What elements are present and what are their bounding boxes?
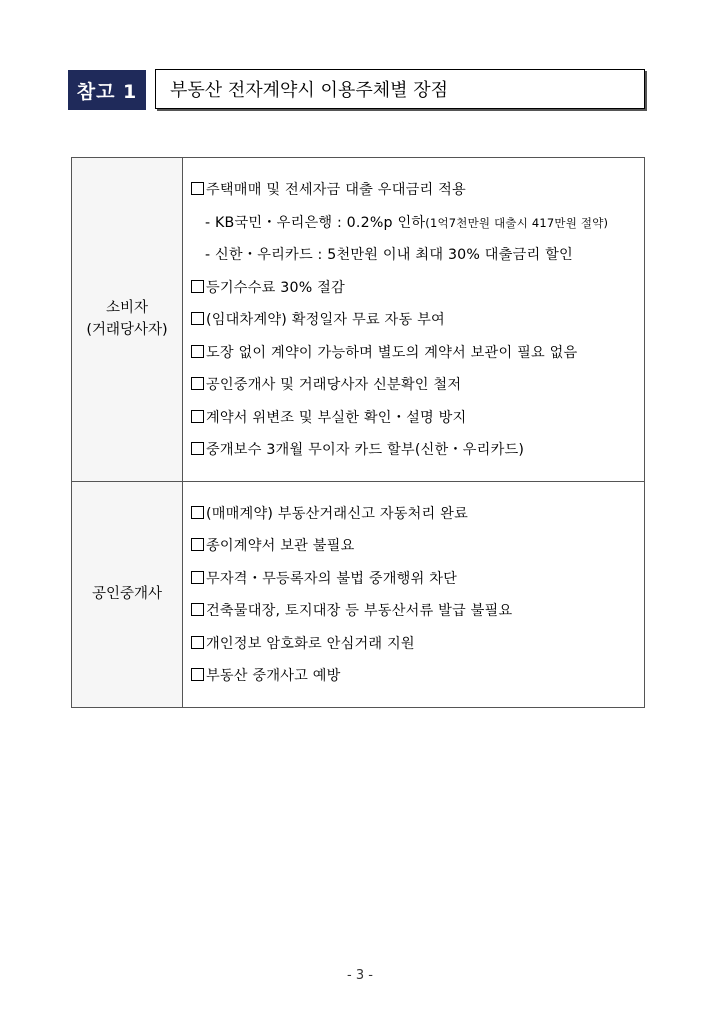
checkbox-square-icon [191,345,204,358]
checkbox-square-icon [191,506,204,519]
list-item [191,434,644,467]
list-item-text: - KB국민・우리은행 : 0.2%p 인하 [205,214,426,231]
row-label-line: 공인중개사 [91,586,163,602]
list-item-text: 개인정보 암호화로 안심거래 지원 [206,635,415,652]
benefits-table [71,157,645,708]
list-item [191,563,644,596]
list-item [191,337,644,370]
checkbox-square-icon [191,442,204,455]
list-item [191,174,644,207]
list-item-text: 도장 없이 계약이 가능하며 별도의 계약서 보관이 필요 없음 [206,344,578,361]
reference-badge: 참고 1 [68,70,146,110]
consumer-benefits-list [183,158,645,482]
list-item [191,530,644,563]
row-label-line: (거래당사자) [86,322,168,339]
list-subitem [191,239,644,272]
list-item-text: 공인중개사 및 거래당사자 신분확인 철저 [206,377,462,393]
list-item [191,304,644,337]
agent-benefits-list [183,481,645,707]
checkbox-square-icon [191,571,204,584]
list-item-text: 종이계약서 보관 불필요 [206,538,355,554]
row-label-consumer [72,158,183,482]
list-item-text: 건축물대장, 토지대장 등 부동산서류 발급 불필요 [206,603,513,619]
list-item-text: 무자격・무등록자의 불법 중개행위 차단 [206,570,458,587]
list-item-text: 등기수수료 30% 절감 [206,279,345,296]
checkbox-square-icon [191,280,204,293]
list-item-text: 주택매매 및 전세자금 대출 우대금리 적용 [206,182,466,198]
list-item-text: 계약서 위변조 및 부실한 확인・설명 방지 [206,409,467,426]
list-item-note: (1억7천만원 대출시 417만원 절약) [425,215,609,230]
list-item-text: (매매계약) 부동산거래신고 자동처리 완료 [206,505,468,522]
list-item-text: - 신한・우리카드 : 5천만원 이내 최대 30% 대출금리 할인 [205,247,573,263]
list-item [191,595,644,628]
list-subitem [191,207,644,240]
list-item-text: (임대차계약) 확정일자 무료 자동 부여 [206,312,445,328]
checkbox-square-icon [191,377,204,390]
page-title: 부동산 전자계약시 이용주체별 장점 [155,69,645,109]
list-item [191,628,644,661]
list-item-text: 중개보수 3개월 무이자 카드 할부(신한・우리카드) [206,442,525,458]
list-item-text: 부동산 중개사고 예방 [206,668,341,684]
checkbox-square-icon [191,410,204,423]
checkbox-square-icon [191,636,204,649]
checkbox-square-icon [191,603,204,616]
list-item [191,660,644,693]
list-item [191,369,644,402]
checkbox-square-icon [191,182,204,195]
table-row [72,158,645,482]
page-number: - 3 - [347,968,373,983]
row-label-agent [72,481,183,707]
checkbox-square-icon [191,312,204,325]
row-label-line: 소비자 [105,300,149,317]
checkbox-square-icon [191,668,204,681]
table-row [72,481,645,707]
checkbox-square-icon [191,538,204,551]
list-item [191,272,644,305]
list-item [191,498,644,531]
list-item [191,402,644,435]
